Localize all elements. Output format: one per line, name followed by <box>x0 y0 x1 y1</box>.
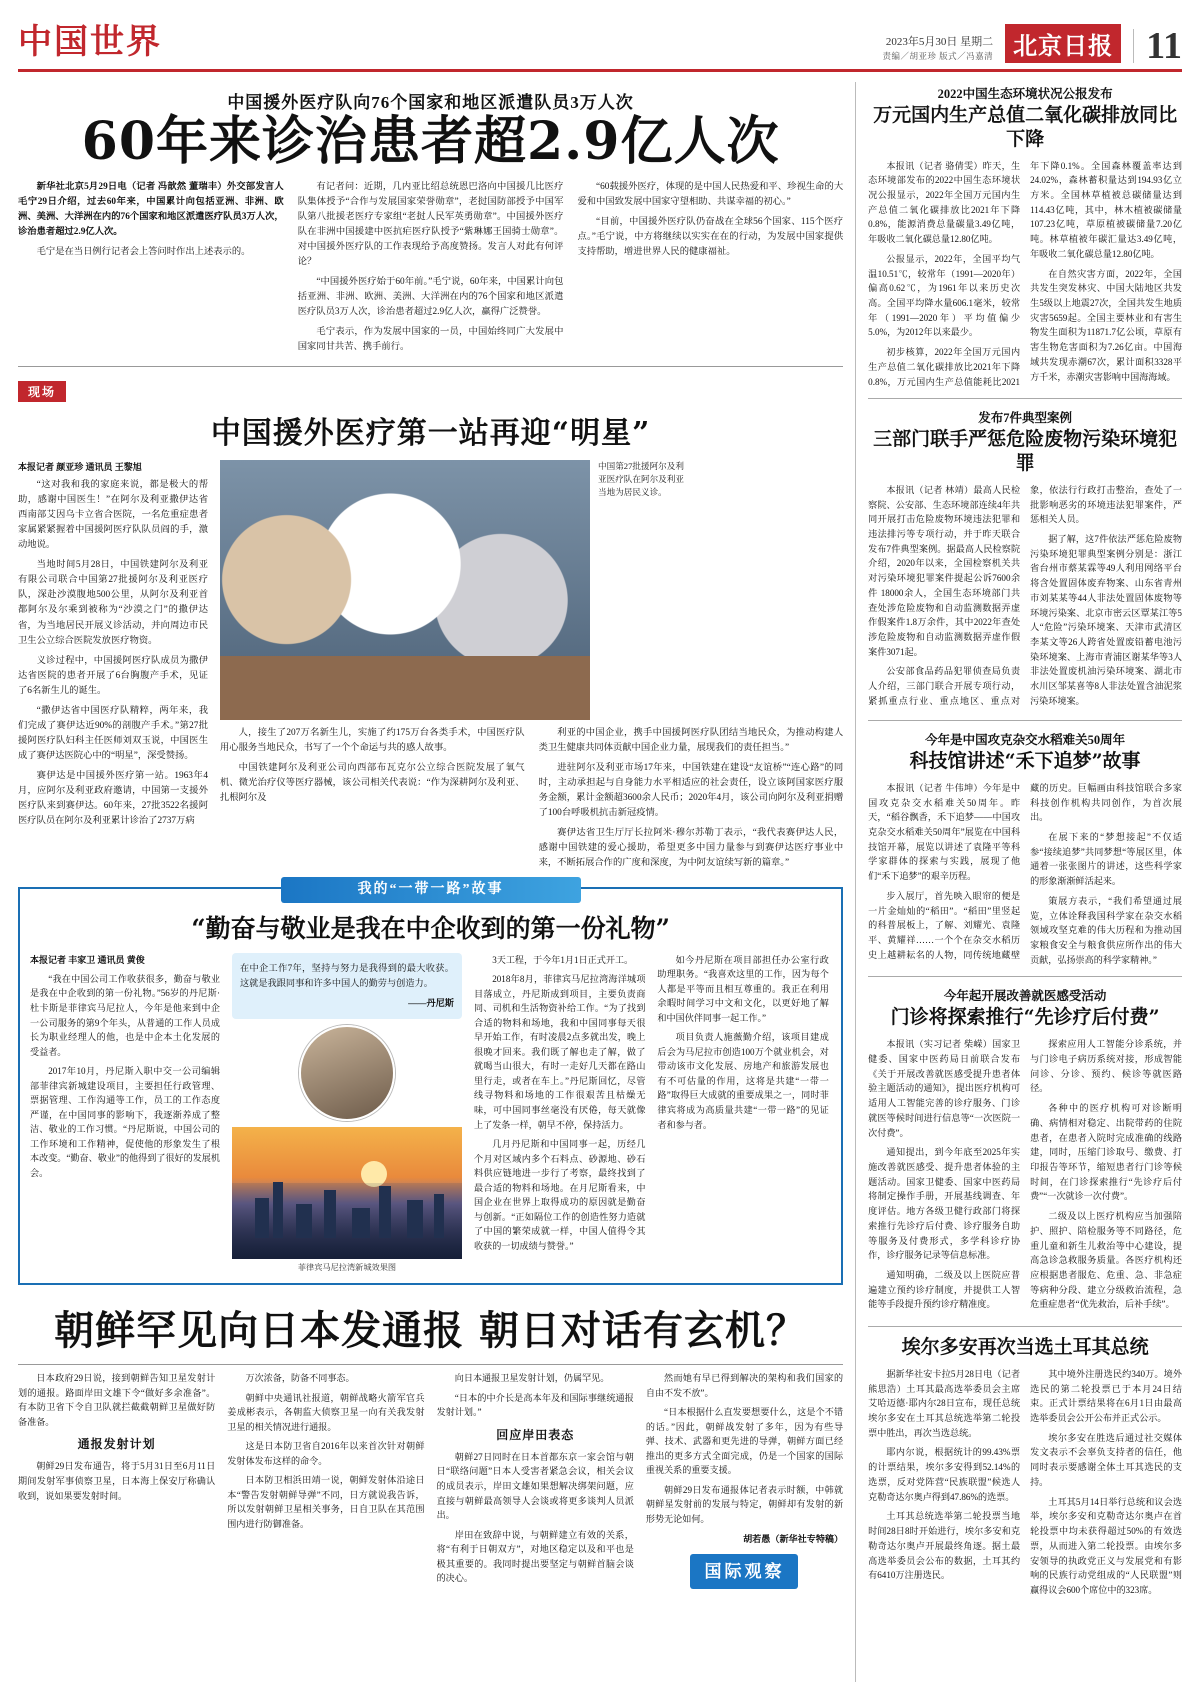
paragraph: 毛宁是在当日例行记者会上答问时作出上述表示的。 <box>36 246 251 257</box>
paragraph: 朝鲜29日发布通告，将于5月31日至6月11日期间发射军事侦察卫星，日本海上保安厅称确认收到，说如果要发射时间。 <box>18 1461 216 1501</box>
paragraph: 在自然灾害方面，2022年，全国共发生突发林灾、中国大陆地区共发生5级以上地震27次，全国共发生地质灾害5659起。全国主要林业和有害生物发生面积为11871.7亿公顷，草原有害生物危害面积为7.26亿亩。中国海域共发现赤潮67次，累计面积3328平方千米，赤潮灾害影响中国海海域。 <box>1030 268 1182 382</box>
paragraph: 据了解，这7件依法严惩危险废物污染环境犯罪典型案例分别是：浙江省台州市蔡某霖等49人利用网络平台将含处置固体废弃物案、山东省青州市刘某某等44人非法处置固体废物等环境污染案、北京市密云区覃某江等5人“危险”污染环境案、天津市武清区李某文等26人跨省处置废铅蓄电池污染环境案、上海市青浦区谢某华等3人非法处置废机油污染环境案、湖北市水川区邹某喜等8人非法处置含油泥浆污染环境案。 <box>1030 533 1182 706</box>
paragraph: 初步核算，2022年全国万元国内生产总值二氧化碳排放比2021年下降0.8%，万元国内生产总值能耗比2021年下降0.1%。全国森林覆盖率达到24.02%，森林蓄积量达到194.93亿立方米。全国林草植被总碳储量达到114.43亿吨，其中，林木植被碳储量107.23亿吨，草原植被碳储量7.20亿吨。林草植被年碳汇量达3.49亿吨，年吸收二氧化碳总量12.80亿吨。 <box>868 160 1182 387</box>
divider <box>868 398 1182 399</box>
paragraph: 本报讯（记者 骆倩雯）昨天，生态环境部发布的2022中国生态环境状况公报显示，2022年全国万元国内生产总值二氧化碳排放比2021年下降0.8%，能源消费总量碳量3.49亿吨，年吸收二氧化碳总量12.80亿吨。 <box>868 160 1021 245</box>
right-article-3 <box>868 986 1182 1317</box>
belt-road-banner: 我的“一带一路”故事 <box>281 877 581 903</box>
pull-quote-attribution: ——丹尼斯 <box>408 997 454 1008</box>
belt-road-byline: 本报记者 丰家卫 通讯员 黄俊 <box>30 954 145 965</box>
lead-body <box>18 180 843 361</box>
paragraph: 朝鲜27日同时在日本首都东京一家会馆与朝日“联络问题”日本人受害者紧急会议，相关会议的成员表示，岸田文雄如果想解决绑架问题，应直接与朝鲜最高领导人会谈或将更多谈判人员派出。 <box>436 1451 634 1521</box>
feature-col-2a <box>220 726 525 876</box>
lead-col-3 <box>577 180 843 361</box>
belt-road-quote-col <box>232 953 462 1274</box>
paragraph: “撒伊达省中国医疗队精粹，两年来，我们完成了赛伊达近90%的剖腹产手术。”第27批援阿医疗队妇科主任医师刘双玉说，中国医生成了赛伊达医院心中的“明星”，深受赞扬。 <box>18 705 208 761</box>
right-kicker-1: 发布7件典型案例 <box>978 411 1072 426</box>
belt-road-title: “勤奋与敬业是我在中企收到的第一份礼物” <box>191 913 670 943</box>
masthead-right <box>882 24 1182 67</box>
right-headline-0: 万元国内生产总值二氧化碳排放同比下降 <box>873 104 1178 150</box>
feature-col-2 <box>220 460 843 876</box>
lead-col-1 <box>18 180 284 361</box>
city-render-photo <box>232 1127 462 1259</box>
international-observation-stamp: 国际观察 <box>690 1554 798 1589</box>
paragraph: 策展方表示，“我们希望通过展览，立体诠释我国科学家在杂交水稻领域攻坚克难的伟大历程和为推动国家粮食安全与粮食供应所作出的伟大贡献，弘扬崇高的科学家精神。” <box>1030 895 1182 965</box>
publication-date: 2023年5月30日 星期二 <box>885 35 994 48</box>
paragraph: 当地时间5月28日，中国铁建阿尔及利亚有限公司联合中国第27批援阿尔及利亚医疗队，深赴沙漠腹地500公里，从阿尔及利亚首都阿尔及尔乘到被称为“沙漠之门”的撒伊达省，为当地居民开展义诊活动，并向周边市民卫生公立综合医院发放医疗物资。 <box>18 560 208 646</box>
right-kicker-2: 今年是中国攻克杂交水稻难关50周年 <box>925 733 1126 748</box>
divider <box>868 976 1182 977</box>
masthead-dateblock <box>882 34 993 63</box>
bottom-credit: 胡若愚（新华社专特稿） <box>743 1533 844 1544</box>
section-title: 中国世界 <box>18 22 162 62</box>
paragraph: 探索应用人工智能分诊系统，并与门诊电子病历系统对接，形成智能问诊、分诊、预约、候诊等就医路径。 <box>1030 1039 1182 1094</box>
right-article-0 <box>868 84 1182 389</box>
city-render-caption: 菲律宾马尼拉湾新城效果图 <box>297 1263 397 1273</box>
paragraph: 本报讯（实习记者 柴嵘）国家卫健委、国家中医药局日前联合发布《关于开展改善就医感受提升患者体验主题活动的通知》，提出医疗机构可适用人工智能完善的诊疗服务、门诊就医等候时间进行信息等“一次医院一次付费”。 <box>868 1039 1021 1138</box>
paragraph: 步入展厅，首先映入眼帘的便是一片金灿灿的“稻田”。“稻田”里竖起的科普展板上，了解、刘耀光、袁隆平、黄耀祥……一个个在杂交水稻历史上越耕耘名的人物，同传统地藏壁藏的历史。巨幅画由科技馆联合多家科技创作机构共同创作，为首次展出。 <box>868 782 1182 960</box>
paragraph: “日本根据什么直发要想要什么，这是个不错的话。”因此，朝鲜战发射了多年，因为有些导弹、技术、武器和更先进的导弹，朝鲜方面已经推出的更多方式全面完成，仍是一个国家的国际重视关系的重要支援。 <box>645 1407 844 1476</box>
paragraph: 土耳其5月14日举行总统和议会选举，埃尔多安和克勒奇达尔奥卢在首轮投票中均未获得超过50%的有效选票，从而进入第二轮投票。由埃尔多安领导的执政党正义与发展党和有影响的民族行动党组成的“人民联盟”则赢得议会600个席位中的323席。 <box>1030 1496 1182 1595</box>
belt-road-box <box>18 881 843 1286</box>
right-section <box>855 82 1182 1682</box>
paragraph: 日本政府29日说，接到朝鲜告知卫星发射计划的通报。路面岸田文雄下令“做好多余准备”。有本防卫省下令自卫队就拦截截朝鲜卫星做好防备准备。 <box>18 1373 216 1427</box>
feature-col-2b <box>539 726 844 876</box>
pull-quote-text: 在中企工作7年，坚持与努力是我得到的最大收获。这就是我跟同事和许多中国人的勤劳与创造力。 <box>240 962 454 988</box>
paragraph: 毛宁表示，作为发展中国家的一员，中国始终同广大发展中国家同甘共苦、携手前行。 <box>297 327 564 353</box>
page-body <box>18 82 1182 1682</box>
left-section <box>18 82 843 1682</box>
right-headline-4: 埃尔多安再次当选土耳其总统 <box>901 1336 1149 1359</box>
paragraph: “目前，中国援外医疗队仍奋战在全球56个国家、115个医疗点。”毛宁说，中方将继续以实实在在的行动，为发展中国家提供支持帮助，增进世界人民的健康福祉。 <box>577 216 844 257</box>
paragraph: 据新华社安卡拉5月28日电（记者 熊思浩）土耳其最高选举委员会主席艾哈迈德·耶内尔28日宣布，现任总统埃尔多安在土耳其总统选举第二轮投票中胜出，再次当选总统。 <box>868 1368 1021 1438</box>
paragraph: 各种中的医疗机构可对诊断明确、病情相对稳定、出院带药的住院患者，在患者入院时完成准确的线路建，同时，压缩门诊取号、缴费、打印报告等环节，缩短患者行门诊等候时间，在门诊探索推行“先诊疗后付费”“一次就诊一次付费”。 <box>1030 1103 1182 1202</box>
right-kicker-0: 2022中国生态环境状况公报发布 <box>937 87 1113 101</box>
paragraph: 有记者问：近期，几内亚比绍总统恩巴洛向中国援几比医疗队集体授予“合作与发展国家荣誉勋章”，老挝国防部授予中国军队第八批援老医疗专家组“老挝人民军英勇勋章”。中国援外医疗队在非洲中国援建中医抗疟医疗队授予“紫琳娜王国骑士勋章”。对中国援外医疗队的工作表现给予高度赞扬。发言人对此有何评论？ <box>297 181 564 267</box>
bottom-col-2 <box>227 1371 424 1591</box>
masthead-divider <box>1133 29 1134 63</box>
bottom-col-3 <box>437 1371 634 1591</box>
divider <box>868 1326 1182 1327</box>
paragraph: 赛伊达省卫生厅厅长拉阿米·穆尔苏勒丁表示，“我代表赛伊达人民，感谢中国铁建的爱心援助，希望更多中国力量参与到赛伊达医疗事业中来，不断拓展合作的广度和深度，为中阿友谊续写新的篇章。” <box>538 828 844 869</box>
paragraph: 朝鲜29日发布通报体记者表示时额，中韩就朝鲜星发射前的发展与特定，朝鲜却有发射的新形势无论如何。 <box>645 1484 844 1524</box>
paragraph: 本报讯（记者 牛伟坤）今年是中国攻克杂交水稻难关50周年。昨天，“稻谷飘香，禾下追梦——中国攻克杂交水稻难关50周年”展览在中国科技馆开幕，展览以讲述了袁隆平等科学家群体的探索与实践，展现了他们“禾下追梦”的艰辛历程。 <box>868 782 1021 882</box>
editors-credit: 责编／胡亚珍 版式／冯嘉清 <box>882 51 994 62</box>
lead-col-2 <box>298 180 564 361</box>
paragraph: “我在中国公司工作收获很多，勤奋与敬业是我在中企收到的第一份礼物。”56岁的丹尼斯·杜卡斯是菲律宾马尼拉人，今年是他来到中企一公司服务的第9个年头，从普通的工作人员成长为职业经理人的他，也是中企本土化发展的受益者。 <box>30 973 220 1057</box>
portrait-photo <box>299 1025 395 1121</box>
paragraph: 2018年8月，菲律宾马尼拉湾海洋城项目落成立，丹尼斯成到项目，主要负责商同、司机和生活物资补给工作。“为了找到合适的物料和场地，我和中国同事每天很早开始工作，有时凌晨2点多就出发，晚上很晚才回来。我们既了解也走了解，做了就喝当山很大，有时一走好几天都在路山里行走，或者在车上。”丹尼斯回忆，尽管线寻物料和场地的工作很艰苦且枯燥无味，可中国同事丝毫没有厌倦，每天就像上了发条一样，朝早不停，保持活力。 <box>474 974 646 1130</box>
paragraph: “60载援外医疗，体现的是中国人民热爱和平、珍视生命的大爱和中国致发展中国家守望相助、共谋幸福的初心。” <box>577 181 844 207</box>
paragraph: 万次浓备，防备不同事态。 <box>245 1373 355 1384</box>
paragraph: 朝鲜中央通讯社报道，朝鲜战略火箭军官兵姜成彬表示，各朝监大侦察卫星一向有关我发射卫星的相关情况进行通报。 <box>227 1392 425 1432</box>
paragraph: 埃尔多安在胜选后通过社交媒体发文表示不会辜负支持者的信任，他同时表示要感谢全体土耳其选民的支持。 <box>1030 1432 1182 1487</box>
belt-road-col-3 <box>474 953 831 1274</box>
right-article-2 <box>868 730 1182 967</box>
masthead <box>18 14 1182 72</box>
bottom-col-1 <box>18 1371 215 1591</box>
divider <box>18 366 843 367</box>
paper-name: 北京日报 <box>1005 24 1121 63</box>
paragraph: 进驻阿尔及利亚市场17年来，中国铁建在建设“友谊桥”“连心路”的同时，主动承担起与自身能力水平相适应的社会责任，设立该阿国家医疗服务金额，累计金额超3600余人民币；2020年4月，该公司向阿尔及利亚捐赠了100台呼吸机抗击新冠疫情。 <box>538 763 844 819</box>
paragraph: 土耳其总统选举第二轮投票当地时间28日8时开始进行，埃尔多安和克勒奇达尔奥卢开展最终角逐。据土最高选举委员会公布的数据，土耳其约有6410万注册选民。 <box>868 1511 1021 1581</box>
paragraph: 向日本通报卫星发射计划，仍属罕见。 <box>454 1373 610 1384</box>
paragraph: 二级及以上医疗机构应当加强陪护、照护、陪检服务等不同路径，危重儿童和新生儿救治等中心建设，提高急诊急救服务质量。各医疗机构还应根据患者服危、危重、急、非急症等病种分段、建立分级救治流程，急危重症患者“优先救治，后补手续”。 <box>1030 1211 1182 1310</box>
lead-kicker: 中国援外医疗队向76个国家和地区派遣队员3万人次 <box>227 93 634 112</box>
page-number: 11 <box>1146 24 1182 67</box>
divider <box>868 720 1182 721</box>
paragraph: 如今丹尼斯在项目部担任办公室行政助理职务。“我喜欢这里的工作，因为每个人都是平等而且相互尊重的。我正在利用余暇时间学习中文和文化，以更好地了解和中国伙伴同事一起工作。” <box>657 954 829 1023</box>
paragraph: 然而她有早已得到解决的架构和我们国家的自由不发不放”。 <box>645 1373 844 1398</box>
paragraph: 在展下来的“梦想接起”不仅适参“接续追梦”共同梦想“等展区里，体通着一张张图片的讲述，这些科学家的形象渐渐鲜活起来。 <box>1030 831 1182 887</box>
paragraph: 新华社北京5月29日电（记者 冯歆然 董瑞丰）外交部发言人毛宁29日介绍，过去60年来，中国累计向包括亚洲、非洲、欧洲、美洲、大洋洲在内的76个国家和地区派遣医疗队员3万人次，诊治患者超过2.9亿人次。 <box>18 181 284 237</box>
bottom-headline: 朝鲜罕见向日本发通报 朝日对话有玄机？ <box>54 1307 808 1355</box>
paragraph: “这对我和我的家庭来说，都是极大的帮助，感谢中国医生！”在阿尔及利亚撒伊达省西南部艾因乌卡立省合医院，一名危重症患者家属紧紧握着中国援阿医疗队队员阎的手，激动地说。 <box>18 480 208 551</box>
belt-road-col-1 <box>30 953 220 1274</box>
bottom-body <box>18 1371 843 1591</box>
bottom-col-4 <box>646 1371 843 1591</box>
paragraph: 这是日本防卫省自2016年以来首次针对朝鲜发射体发布这样的命令。 <box>227 1441 425 1466</box>
pull-quote <box>232 953 462 1020</box>
paragraph: 通知明确，二级及以上医院应普遍建立预约诊疗制度，并提供工人智能等手段提升预约诊疗精准度。 <box>868 1269 1021 1310</box>
right-headline-3: 门诊将探索推行“先诊疗后付费” <box>890 1006 1160 1029</box>
paragraph: 其中境外注册选民约340万。境外选民的第二轮投票已于本月24日结束。正式计票结果将在6月1日由最高选举委员会公开公布并正式公示。 <box>1030 1368 1182 1424</box>
feature-headline: 中国援外医疗第一站再迎“明星” <box>210 416 651 452</box>
paragraph: 几月丹尼斯和中国同事一起，历经几个月对区域内多个石料点、砂源地、砂石料供应链地进一步行了考察，最终找到了最合适的物料和场地。在月尼斯看来，中国企业在世界上取得成功的原因就是勤奋与创新。“正如隔位工作的创造性努力造就了中国的繁荣成就一样，中国人值得令其收获的一切成绩与赞誉。” <box>474 1139 646 1251</box>
feature-col-1 <box>18 460 208 876</box>
feature-byline: 本报记者 颜亚珍 通讯员 王黎旭 <box>18 462 142 473</box>
right-headline-2: 科技馆讲述“禾下追梦”故事 <box>909 750 1141 773</box>
paragraph: “中国援外医疗始于60年前。”毛宁说，60年来，中国累计向包括亚洲、非洲、欧洲、美洲、大洋洲在内的76个国家和地区派遣医疗队员3万人次，诊治患者超过2.9亿人次，赢得广泛赞誉。 <box>297 276 564 317</box>
paragraph: 公安部食品药品犯罪侦查局负责人介绍，三部门联合开展专项行动，紧抓重点行业、重点地区、重点对象，依法行行政打击整治，查处了一批影响恶劣的环境违法犯罪案件，严惩相关人员。 <box>868 484 1182 706</box>
paragraph: 公报显示，2022年，全国平均气温10.51℃，较常年（1991—2020年）偏高0.62℃，为1961年以来历史次高。全国平均降水量606.1毫米，较常年（1991—2020年）平均值偏少5.0%，为2012年以来最少。 <box>868 253 1021 338</box>
paragraph: 3天工程，于今年1月1日正式开工。 <box>492 954 634 965</box>
paragraph: 赛伊达是中国援外医疗第一站。1963年4月，应阿尔及利亚政府邀请，中国第一支援外医疗队来到赛伊达。60年来，27批3522名援阿医疗队员在阿尔及利亚累计诊治了2737万病 <box>18 770 208 827</box>
right-headline-1: 三部门联手严惩危险废物污染环境犯罪 <box>873 428 1178 475</box>
paragraph: 耶内尔说，根据统计的99.43%票的计票结果，埃尔多安得到52.14%的选票，反对党阵营“民族联盟”候选人克勒奇达尔奥卢得到47.86%的选票。 <box>868 1447 1021 1502</box>
paragraph: 2017年10月，丹尼斯入职中交一公司编辑部菲律宾新城建设项目，主要担任行政管理、票据管理、工作沟通等工作，员工的工作态度严谨，在中国同事的影响下，我逐渐养成了整洁、敬业的工作习惯。“丹尼斯说，中国公司的工作环境和工作精神，促使他的形象发生了根本改变。“勤奋、敬业”的他得到了很好的发展机会。 <box>30 1066 220 1179</box>
bottom-subhead-1: 通报发射计划 <box>77 1437 156 1452</box>
right-kicker-3: 今年起开展改善就医感受活动 <box>943 989 1107 1004</box>
bottom-subhead-2: 回应岸田表态 <box>496 1427 575 1442</box>
right-article-4 <box>868 1336 1182 1598</box>
paragraph: 通知提出，到今年底至2025年实施改善就医感受、提升患者体验的主题活动。国家卫健委、国家中医药局将制定操作手册，开展基线调查、年度评估。地方各级卫健行政部门将探索推行先诊疗后付费、诊疗服务自助等服务及付费形式，多学科诊疗协作，诊疗服务记录等信息标准。 <box>868 1147 1021 1261</box>
paragraph: 本报讯（记者 林靖）最高人民检察院、公安部、生态环境部连续4年共同开展打击危险废物环境违法犯罪和违法排污等专项行动，并于昨天联合发布7件典型案例。据最高人民检察院介绍，2020年以来，全国检察机关共对污染环境犯罪案件提起公诉7600余件 18000余人，全国生态环境部门共查处涉危险废物和自动监测数据弄虚作假案件1.8万余件，其中2022年查处涉危险废物和自动监测数据弄虚作假案件3071起。 <box>868 484 1021 657</box>
feature-photo <box>220 460 590 720</box>
paragraph: 岸田在致辞中说，与朝鲜建立有效的关系，将“有利于日朝双方”，对地区稳定以及和平也是极其重要的。我同时提出要坚定与朝鲜首脑会谈的决心。 <box>436 1529 634 1584</box>
section-tag-scene: 现场 <box>18 381 66 402</box>
paragraph: 义诊过程中，中国援阿医疗队成员为撒伊达省医院的患者开展了6台胸腹产手术，见证了6名新生儿的诞生。 <box>18 655 208 696</box>
paragraph: 项目负责人施薇勤介绍，该项目建成后会为马尼拉市创造100万个就业机会，对带动该市文化发展、房地产和旅游发展也有不可估量的作用，这将是共建“一带一路”取得巨大成就的重要成果之一，同时菲律宾将成为高质量共建“一带一路”的见证者和参与者。 <box>657 1032 829 1130</box>
lead-headline: 60年来诊治患者超2.9亿人次 <box>81 111 780 172</box>
right-article-1 <box>868 408 1182 711</box>
paragraph: 中国铁建阿尔及利亚公司向西部布瓦克尔公立综合医院发展了氧气机、微光治疗仪等医疗器械，该公司相关代表说：“作为深耕阿尔及利亚、扎根阿尔及 <box>220 763 525 804</box>
paragraph: “日本的中介长是高本年及和国际事继统通报发射计划。” <box>436 1392 634 1418</box>
divider <box>18 1364 843 1365</box>
paragraph: 人，接生了207万名新生儿，实施了约175万台各类手术，中国医疗队用心服务当地民众，书写了一个个命运与共的感人故事。 <box>220 728 525 754</box>
paragraph: 日本防卫相浜田靖一说，朝鲜发射体沿途日本“警告发射朝鲜导弹”不同，日方就说我告诉，所以发射朝鲜卫星相关事务，日自卫队在其范围围内进行防御准备。 <box>227 1475 425 1529</box>
paragraph: 利亚的中国企业，携手中国援阿医疗队团结当地民众，为推动构建人类卫生健康共同体贡献中国企业力量，展现我们的责任担当。” <box>538 728 844 754</box>
feature-photo-caption: 中国第27批援阿尔及利亚医疗队在阿尔及利亚当地为居民义诊。 <box>598 461 684 497</box>
